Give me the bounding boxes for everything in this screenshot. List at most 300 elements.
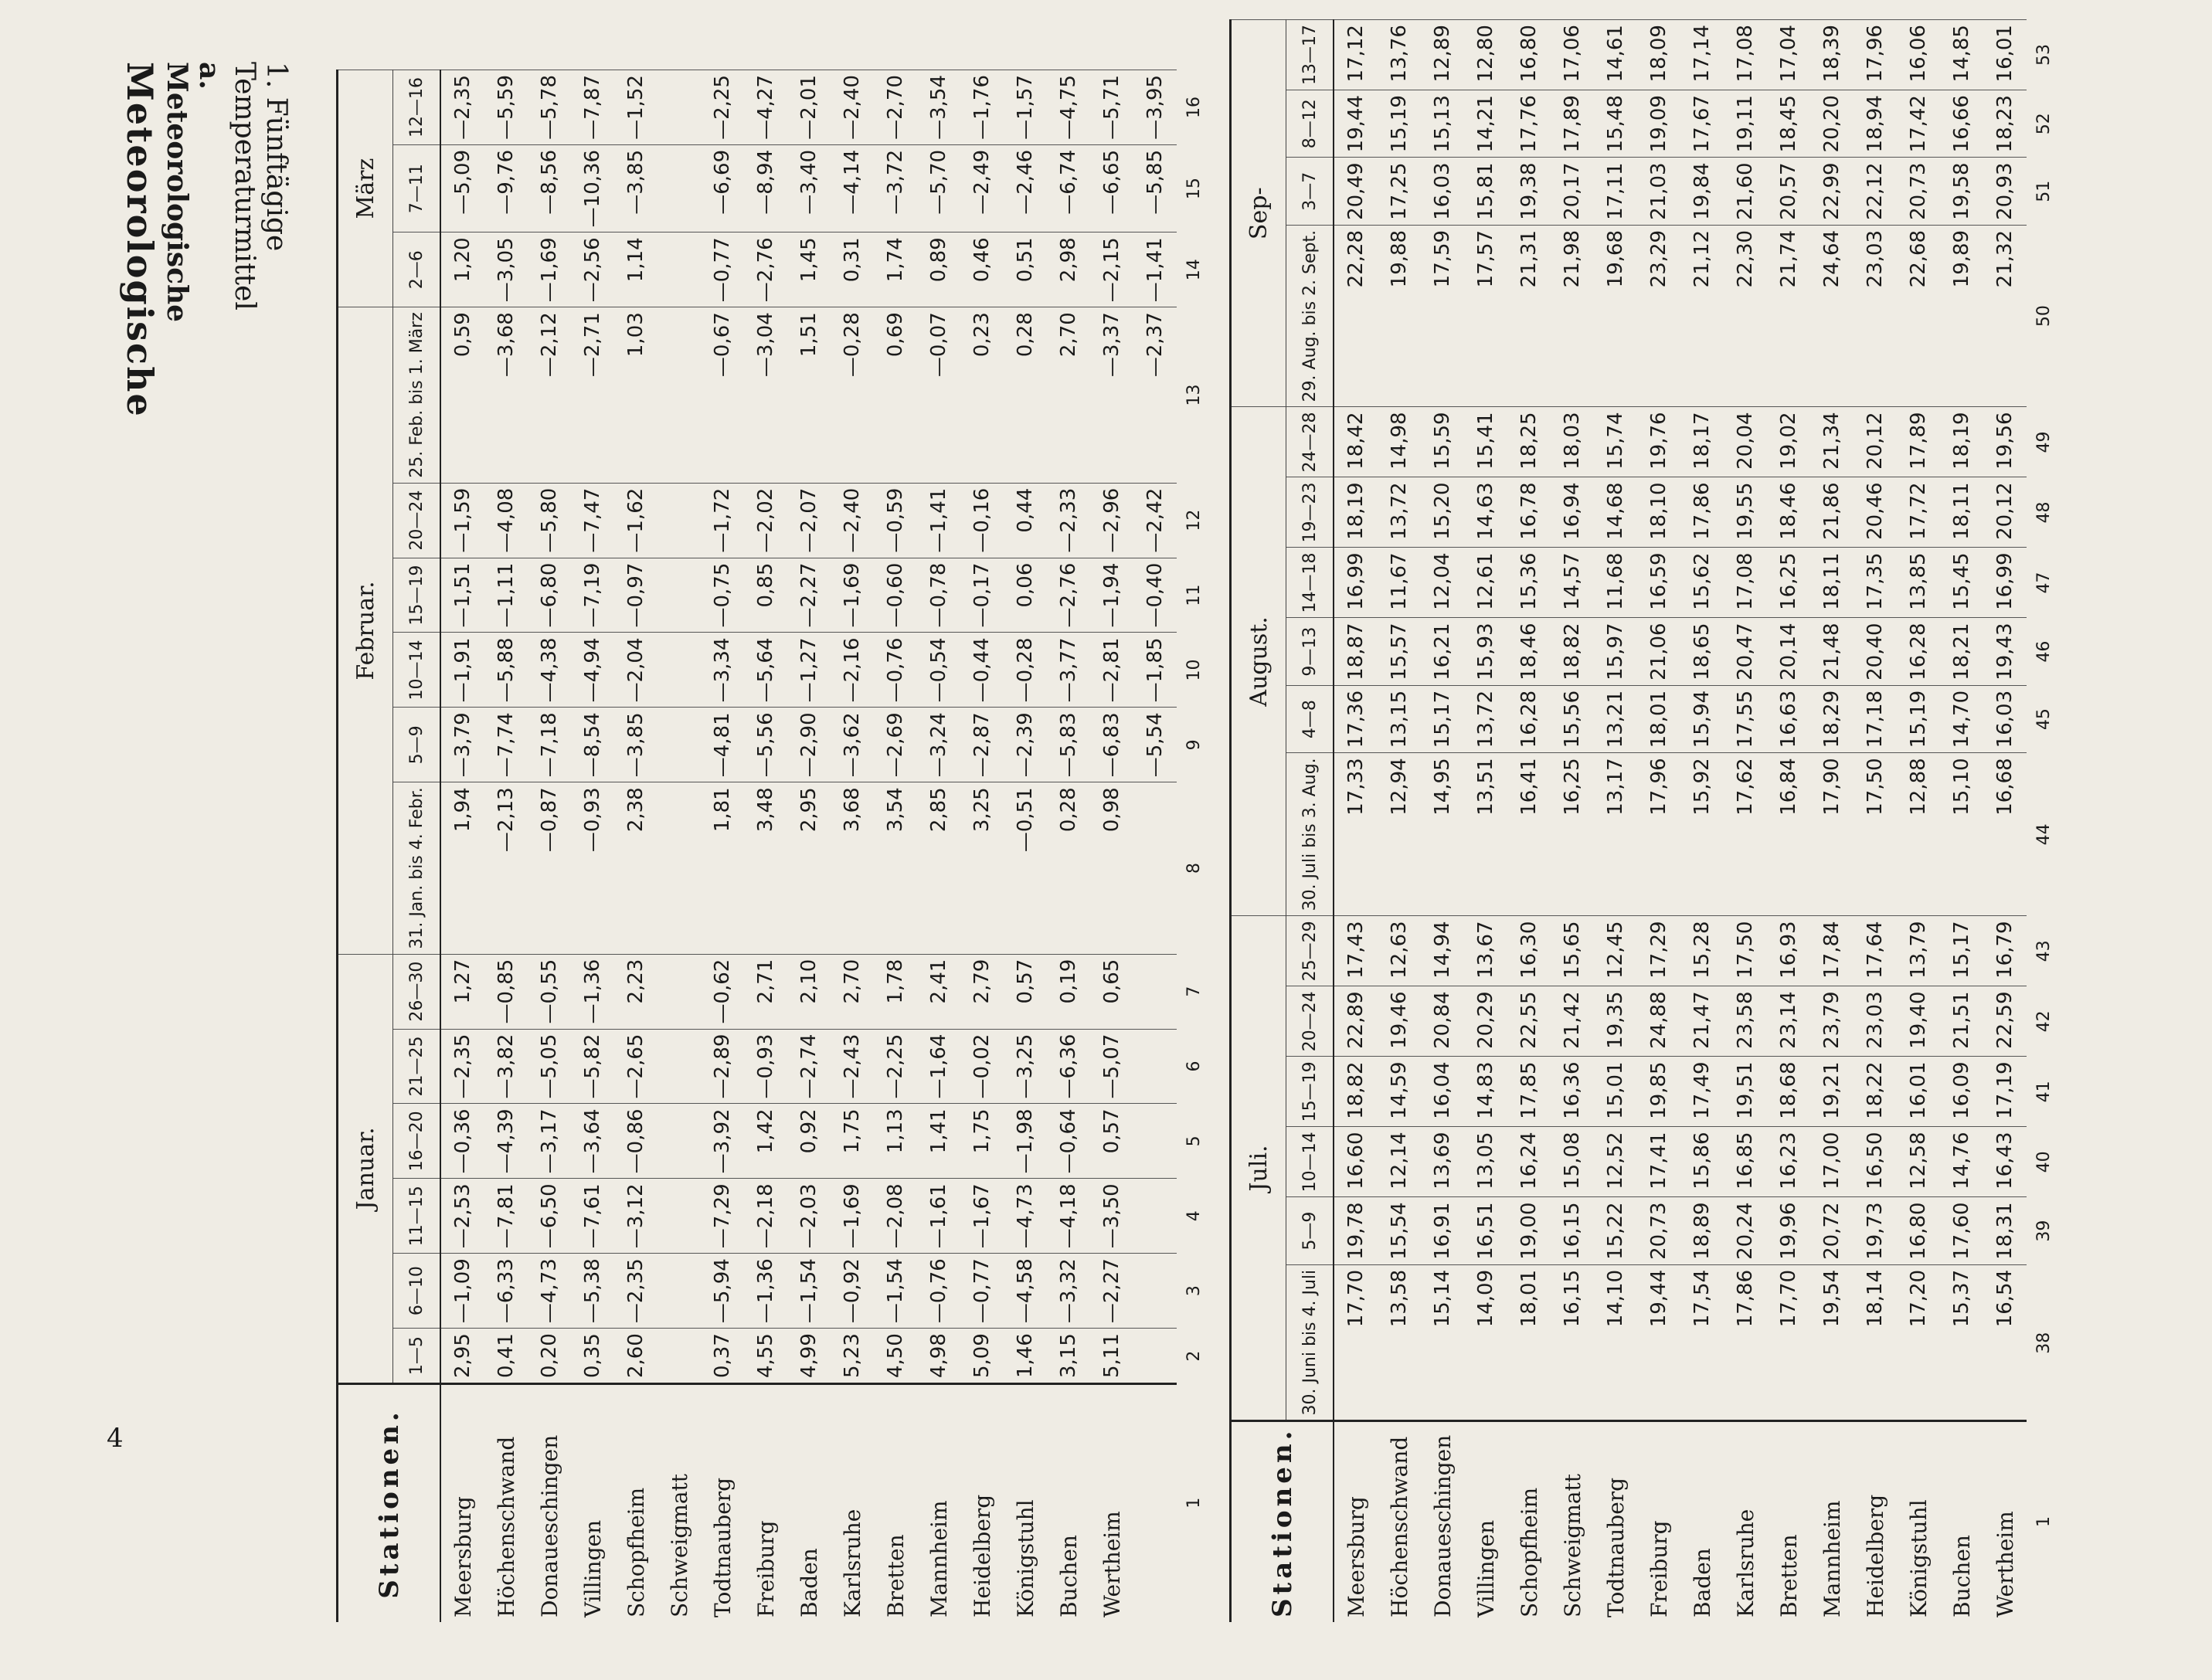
temperature-value: —2,08 xyxy=(874,1179,917,1254)
table-row xyxy=(1767,20,1810,1622)
temperature-value: —0,77 xyxy=(960,1254,1004,1329)
column-number: 6 xyxy=(1184,1061,1204,1072)
period-header: 11—15 xyxy=(393,1179,441,1254)
temperature-value: —2,18 xyxy=(744,1179,787,1254)
temperature-value: —2,46 xyxy=(1004,144,1047,232)
temperature-value: 3,15 xyxy=(1047,1329,1090,1384)
period-header: 3—7 xyxy=(1286,158,1334,225)
stations-header: Stationen. xyxy=(338,1384,441,1623)
temperature-value: 3,48 xyxy=(744,782,787,954)
temperature-value: 17,29 xyxy=(1637,916,1680,986)
temperature-value: 4,99 xyxy=(787,1329,831,1384)
temperature-value: —1,54 xyxy=(874,1254,917,1329)
temperature-value: —1,67 xyxy=(960,1179,1004,1254)
temperature-value: —2,03 xyxy=(787,1179,831,1254)
period-header: 31. Jan. bis 4. Febr. xyxy=(393,782,441,954)
temperature-value: —3,50 xyxy=(1090,1179,1133,1254)
period-header: 19—23 xyxy=(1286,477,1334,548)
temperature-value: —4,73 xyxy=(1004,1179,1047,1254)
temperature-value: —2,25 xyxy=(874,1029,917,1104)
temperature-value: 17,50 xyxy=(1724,916,1767,986)
temperature-value: 21,60 xyxy=(1724,158,1767,225)
temperature-value: 18,21 xyxy=(1940,618,1983,685)
table-row xyxy=(960,70,1004,1623)
temperature-value: —2,40 xyxy=(831,483,874,558)
temperature-value: 18,01 xyxy=(1507,1264,1551,1421)
temperature-value: 15,62 xyxy=(1680,548,1724,618)
column-number: 11 xyxy=(1184,584,1204,606)
temperature-value: 2,95 xyxy=(440,1329,484,1384)
temperature-value: 14,94 xyxy=(1421,916,1464,986)
column-number: 4 xyxy=(1184,1210,1204,1222)
temperature-value: 16,36 xyxy=(1551,1057,1594,1127)
temperature-value: 2,70 xyxy=(1047,307,1090,484)
temperature-value: 17,67 xyxy=(1680,90,1724,158)
temperature-value: —2,49 xyxy=(960,144,1004,232)
period-header: 24—28 xyxy=(1286,407,1334,477)
temperature-value: —3,17 xyxy=(528,1104,571,1179)
temperature-value: 17,35 xyxy=(1854,548,1897,618)
period-header: 29. Aug. bis 2. Sept. xyxy=(1286,225,1334,407)
temperature-value: 2,23 xyxy=(614,954,657,1029)
temperature-value: —0,02 xyxy=(960,1029,1004,1104)
temperature-value: —5,54 xyxy=(1133,708,1177,782)
temperature-value: 16,68 xyxy=(1983,753,2027,916)
temperature-value: 2,10 xyxy=(787,954,831,1029)
temperature-value: 15,08 xyxy=(1551,1127,1594,1197)
temperature-value: 21,86 xyxy=(1810,477,1854,548)
temperature-value: —6,50 xyxy=(528,1179,571,1254)
temperature-value: 1,46 xyxy=(1004,1329,1047,1384)
column-number: 15 xyxy=(1184,178,1204,200)
period-header: 15—19 xyxy=(1286,1057,1334,1127)
temperature-value: —3,64 xyxy=(571,1104,614,1179)
temperature-value: —1,98 xyxy=(1004,1104,1047,1179)
temperature-value: —2,13 xyxy=(484,782,528,954)
temperature-value: 12,52 xyxy=(1594,1127,1637,1197)
temperature-value: 17,86 xyxy=(1680,477,1724,548)
month-header: Januar. xyxy=(338,954,393,1383)
table-row xyxy=(440,70,484,1623)
temperature-value: —1,59 xyxy=(440,483,484,558)
period-header: 30. Juli bis 3. Aug. xyxy=(1286,753,1334,916)
temperature-value: 15,92 xyxy=(1680,753,1724,916)
temperature-value: 15,97 xyxy=(1594,618,1637,685)
table-row xyxy=(614,70,657,1623)
temperature-value: 23,29 xyxy=(1637,225,1680,407)
temperature-value: —2,12 xyxy=(528,307,571,484)
station-name: Wertheim xyxy=(1090,1384,1133,1623)
temperature-value: 17,85 xyxy=(1507,1057,1551,1127)
temperature-value: 16,25 xyxy=(1767,548,1810,618)
temperature-value: —0,97 xyxy=(614,558,657,633)
temperature-value: 19,78 xyxy=(1334,1197,1378,1264)
station-name: Bretten xyxy=(874,1384,917,1623)
temperature-value: 2,98 xyxy=(1047,232,1090,307)
table-row xyxy=(1421,20,1464,1622)
temperature-value: 2,41 xyxy=(917,954,960,1029)
temperature-value: —3,85 xyxy=(614,144,657,232)
temperature-value: —2,70 xyxy=(874,70,917,145)
temperature-value: —2,25 xyxy=(701,70,744,145)
station-name: Schopfheim xyxy=(614,1384,657,1623)
temperature-value: 21,31 xyxy=(1507,225,1551,407)
temperature-value: 17,70 xyxy=(1334,1264,1378,1421)
temperature-value: 12,80 xyxy=(1464,20,1507,90)
temperature-value: 14,57 xyxy=(1551,548,1594,618)
temperature-value: 20,73 xyxy=(1637,1197,1680,1264)
temperature-value: —7,18 xyxy=(528,708,571,782)
temperature-value: 15,28 xyxy=(1680,916,1724,986)
temperature-value: 18,94 xyxy=(1854,90,1897,158)
temperature-value: 19,46 xyxy=(1378,986,1421,1057)
temperature-value: 4,55 xyxy=(744,1329,787,1384)
temperature-value: —3,37 xyxy=(1090,307,1133,484)
temperature-value: 16,15 xyxy=(1551,1264,1594,1421)
period-header: 25—29 xyxy=(1286,916,1334,986)
temperature-value: 19,96 xyxy=(1767,1197,1810,1264)
temperature-value xyxy=(657,144,701,232)
period-header: 2—6 xyxy=(393,232,441,307)
column-number: 8 xyxy=(1184,862,1204,874)
temperature-value: 17,57 xyxy=(1464,225,1507,407)
temperature-value: 16,85 xyxy=(1724,1127,1767,1197)
temperature-value: 18,89 xyxy=(1680,1197,1724,1264)
temperature-value: 15,17 xyxy=(1940,916,1983,986)
temperature-value: 13,51 xyxy=(1464,753,1507,916)
temperature-value: 22,59 xyxy=(1983,986,2027,1057)
temperature-value: 17,36 xyxy=(1334,685,1378,752)
temperature-value: 0,69 xyxy=(874,307,917,484)
temperature-value: 19,00 xyxy=(1507,1197,1551,1264)
temperature-value: 16,09 xyxy=(1940,1057,1983,1127)
temperature-value: —2,37 xyxy=(1133,307,1177,484)
temperature-value: 19,54 xyxy=(1810,1264,1854,1421)
temperature-value: 16,23 xyxy=(1767,1127,1810,1197)
column-number: 16 xyxy=(1184,96,1204,118)
temperature-value: 14,83 xyxy=(1464,1057,1507,1127)
temperature-value: 21,98 xyxy=(1551,225,1594,407)
temperature-value: 16,03 xyxy=(1983,685,2027,752)
station-name: Freiburg xyxy=(744,1384,787,1623)
temperature-value: 19,11 xyxy=(1724,90,1767,158)
temperature-value: 19,88 xyxy=(1378,225,1421,407)
temperature-value: —2,27 xyxy=(1090,1254,1133,1329)
temperature-value: —2,71 xyxy=(571,307,614,484)
temperature-value: —5,07 xyxy=(1090,1029,1133,1104)
temperature-value: 18,25 xyxy=(1507,407,1551,477)
temperature-value: 2,70 xyxy=(831,954,874,1029)
temperature-value: 15,20 xyxy=(1421,477,1464,548)
temperature-value: 0,85 xyxy=(744,558,787,633)
station-name xyxy=(1133,1384,1177,1623)
temperature-value: 16,15 xyxy=(1551,1197,1594,1264)
column-number: 38 xyxy=(2034,1332,2054,1354)
temperature-value: 5,23 xyxy=(831,1329,874,1384)
station-name: Schopfheim xyxy=(1507,1421,1551,1622)
temperature-value: 19,89 xyxy=(1940,225,1983,407)
temperature-value: 20,24 xyxy=(1724,1197,1767,1264)
temperature-value: 18,10 xyxy=(1637,477,1680,548)
temperature-value: 18,87 xyxy=(1334,618,1378,685)
temperature-value: —2,07 xyxy=(787,483,831,558)
temperature-value: 18,65 xyxy=(1680,618,1724,685)
temperature-value: —0,77 xyxy=(701,232,744,307)
table-row xyxy=(1507,20,1551,1622)
temperature-value: —8,94 xyxy=(744,144,787,232)
column-number: 51 xyxy=(2034,180,2054,202)
temperature-value: —5,05 xyxy=(528,1029,571,1104)
temperature-value: 20,12 xyxy=(1854,407,1897,477)
temperature-value: 17,96 xyxy=(1854,20,1897,90)
temperature-value xyxy=(1133,782,1177,954)
temperature-value: —3,72 xyxy=(874,144,917,232)
temperature-value: 19,84 xyxy=(1680,158,1724,225)
temperature-value: —3,34 xyxy=(701,633,744,708)
temperature-value: 17,06 xyxy=(1551,20,1594,90)
temperature-value: 20,20 xyxy=(1810,90,1854,158)
column-number: 1 xyxy=(1184,1497,1204,1509)
temperature-value: —2,53 xyxy=(440,1179,484,1254)
temperature-value: 0,23 xyxy=(960,307,1004,484)
temperature-value: —2,81 xyxy=(1090,633,1133,708)
temperature-value: 18,82 xyxy=(1551,618,1594,685)
temperature-value: 17,11 xyxy=(1594,158,1637,225)
temperature-value: 14,09 xyxy=(1464,1264,1507,1421)
temperature-value: 17,20 xyxy=(1897,1264,1940,1421)
temperature-value: —2,56 xyxy=(571,232,614,307)
temperature-value: —0,64 xyxy=(1047,1104,1090,1179)
temperature-value: 24,88 xyxy=(1637,986,1680,1057)
temperature-value: 12,63 xyxy=(1378,916,1421,986)
temperature-value: —5,64 xyxy=(744,633,787,708)
temperature-value: 14,68 xyxy=(1594,477,1637,548)
temperature-value: —2,40 xyxy=(831,70,874,145)
temperature-value: 17,96 xyxy=(1637,753,1680,916)
temperature-value: —10,36 xyxy=(571,144,614,232)
temperature-value: —2,02 xyxy=(744,483,787,558)
month-header: Februar. xyxy=(338,307,393,954)
temperature-value: —4,18 xyxy=(1047,1179,1090,1254)
temperature-value: 0,35 xyxy=(571,1329,614,1384)
temperature-value: —0,76 xyxy=(874,633,917,708)
temperature-value: 15,86 xyxy=(1680,1127,1724,1197)
temperature-value: —7,87 xyxy=(571,70,614,145)
temperature-value: —9,76 xyxy=(484,144,528,232)
temperature-value: 13,17 xyxy=(1594,753,1637,916)
temperature-value: 17,54 xyxy=(1680,1264,1724,1421)
temperature-value: 11,67 xyxy=(1378,548,1421,618)
station-name: Bretten xyxy=(1767,1421,1810,1622)
period-header: 5—9 xyxy=(393,708,441,782)
temperature-value: 12,89 xyxy=(1421,20,1464,90)
temperature-value: 15,94 xyxy=(1680,685,1724,752)
temperature-value: —0,55 xyxy=(528,954,571,1029)
temperature-value: 16,99 xyxy=(1334,548,1378,618)
period-header: 21—25 xyxy=(393,1029,441,1104)
rotated-tables xyxy=(336,25,2054,1622)
station-name: Donaueschingen xyxy=(528,1384,571,1623)
station-name: Schweigmatt xyxy=(657,1384,701,1623)
temperature-value: 12,58 xyxy=(1897,1127,1940,1197)
temperature-value: 13,85 xyxy=(1897,548,1940,618)
temperature-value: —2,87 xyxy=(960,708,1004,782)
temperature-value: —0,28 xyxy=(831,307,874,484)
temperature-value: 17,55 xyxy=(1724,685,1767,752)
temperature-value: 18,39 xyxy=(1810,20,1854,90)
temperature-value: 15,81 xyxy=(1464,158,1507,225)
period-header: 14—18 xyxy=(1286,548,1334,618)
temperature-value xyxy=(657,633,701,708)
period-header: 4—8 xyxy=(1286,685,1334,752)
temperature-value: 13,58 xyxy=(1378,1264,1421,1421)
temperature-value: 1,42 xyxy=(744,1104,787,1179)
temperature-value: 15,45 xyxy=(1940,548,1983,618)
period-header: 7—11 xyxy=(393,144,441,232)
temperature-value: 3,68 xyxy=(831,782,874,954)
temperature-value: 13,67 xyxy=(1464,916,1507,986)
period-header: 9—13 xyxy=(1286,618,1334,685)
temperature-value: —1,36 xyxy=(744,1254,787,1329)
table-row xyxy=(1004,70,1047,1623)
temperature-value: 0,06 xyxy=(1004,558,1047,633)
temperature-value: 19,68 xyxy=(1594,225,1637,407)
temperature-value: —3,85 xyxy=(614,708,657,782)
temperature-value: —2,27 xyxy=(787,558,831,633)
temperature-value: 1,45 xyxy=(787,232,831,307)
temperature-value: 0,65 xyxy=(1090,954,1133,1029)
temperature-value: 16,24 xyxy=(1507,1127,1551,1197)
temperature-value: 21,03 xyxy=(1637,158,1680,225)
temperature-value: 18,11 xyxy=(1810,548,1854,618)
heading-sub: a. Meteorologische xyxy=(161,62,226,323)
temperature-value xyxy=(657,558,701,633)
temperature-value: 17,62 xyxy=(1724,753,1767,916)
temperature-value: 0,37 xyxy=(701,1329,744,1384)
temperature-value: —3,32 xyxy=(1047,1254,1090,1329)
temperature-value: 13,72 xyxy=(1378,477,1421,548)
temperature-value: 22,12 xyxy=(1854,158,1897,225)
temperature-value: —0,16 xyxy=(960,483,1004,558)
temperature-table-summer xyxy=(1229,19,2061,1622)
temperature-value: 0,57 xyxy=(1004,954,1047,1029)
temperature-value: 0,57 xyxy=(1090,1104,1133,1179)
temperature-value: —1,51 xyxy=(440,558,484,633)
column-number: 39 xyxy=(2034,1220,2054,1242)
station-name: Freiburg xyxy=(1637,1421,1680,1622)
temperature-value: 0,28 xyxy=(1047,782,1090,954)
temperature-value: —4,73 xyxy=(528,1254,571,1329)
temperature-value: 17,08 xyxy=(1724,548,1767,618)
temperature-value: —2,16 xyxy=(831,633,874,708)
table-row xyxy=(1334,20,1378,1622)
temperature-value: —2,35 xyxy=(614,1254,657,1329)
temperature-value: 14,95 xyxy=(1421,753,1464,916)
column-number: 50 xyxy=(2034,305,2054,328)
temperature-value: 16,04 xyxy=(1421,1057,1464,1127)
temperature-value: —4,27 xyxy=(744,70,787,145)
table-row xyxy=(1680,20,1724,1622)
temperature-value: 0,92 xyxy=(787,1104,831,1179)
station-name: Heidelberg xyxy=(1854,1421,1897,1622)
temperature-value xyxy=(657,1029,701,1104)
temperature-value: 19,55 xyxy=(1724,477,1767,548)
table-row xyxy=(528,70,571,1623)
column-number: 44 xyxy=(2034,823,2054,846)
temperature-value xyxy=(657,483,701,558)
table-row xyxy=(571,70,614,1623)
temperature-value: 20,17 xyxy=(1551,158,1594,225)
temperature-value: 15,56 xyxy=(1551,685,1594,752)
temperature-value: 16,93 xyxy=(1767,916,1810,986)
temperature-value: 16,25 xyxy=(1551,753,1594,916)
temperature-value: 23,79 xyxy=(1810,986,1854,1057)
temperature-value: —3,82 xyxy=(484,1029,528,1104)
temperature-value: —0,07 xyxy=(917,307,960,484)
temperature-value: 16,94 xyxy=(1551,477,1594,548)
temperature-value: 15,54 xyxy=(1378,1197,1421,1264)
temperature-value: —0,62 xyxy=(701,954,744,1029)
temperature-value: 17,50 xyxy=(1854,753,1897,916)
temperature-value: 4,50 xyxy=(874,1329,917,1384)
temperature-value: 17,72 xyxy=(1897,477,1940,548)
temperature-value: 19,58 xyxy=(1940,158,1983,225)
temperature-value: 2,95 xyxy=(787,782,831,954)
station-name: Königstuhl xyxy=(1004,1384,1047,1623)
table-row xyxy=(1090,70,1133,1623)
month-header: Sep- xyxy=(1231,20,1286,407)
temperature-value: 13,21 xyxy=(1594,685,1637,752)
temperature-value: 15,59 xyxy=(1421,407,1464,477)
temperature-value: —5,83 xyxy=(1047,708,1090,782)
temperature-value: —3,62 xyxy=(831,708,874,782)
temperature-value: 1,27 xyxy=(440,954,484,1029)
temperature-value: 0,20 xyxy=(528,1329,571,1384)
temperature-value: 2,79 xyxy=(960,954,1004,1029)
temperature-value: 15,13 xyxy=(1421,90,1464,158)
temperature-value: 16,30 xyxy=(1507,916,1551,986)
temperature-value: —2,65 xyxy=(614,1029,657,1104)
temperature-value: —1,61 xyxy=(917,1179,960,1254)
temperature-value: 18,82 xyxy=(1334,1057,1378,1127)
temperature-value: 1,14 xyxy=(614,232,657,307)
temperature-value: —5,09 xyxy=(440,144,484,232)
column-number: 5 xyxy=(1184,1135,1204,1147)
temperature-value: —2,90 xyxy=(787,708,831,782)
temperature-value: 0,19 xyxy=(1047,954,1090,1029)
temperature-value: —0,59 xyxy=(874,483,917,558)
table-row xyxy=(1983,20,2027,1622)
temperature-value: 20,14 xyxy=(1767,618,1810,685)
temperature-value: 13,15 xyxy=(1378,685,1421,752)
temperature-value: —0,36 xyxy=(440,1104,484,1179)
temperature-value: 22,55 xyxy=(1507,986,1551,1057)
temperature-value: —6,74 xyxy=(1047,144,1090,232)
station-name: Todtnauberg xyxy=(701,1384,744,1623)
temperature-value: 21,48 xyxy=(1810,618,1854,685)
temperature-value: 1,20 xyxy=(440,232,484,307)
column-number: 12 xyxy=(1184,509,1204,531)
temperature-value: 24,64 xyxy=(1810,225,1854,407)
temperature-value: 15,65 xyxy=(1551,916,1594,986)
period-header: 20—24 xyxy=(1286,986,1334,1057)
temperature-value: —0,76 xyxy=(917,1254,960,1329)
temperature-value: 14,70 xyxy=(1940,685,1983,752)
temperature-value: 17,42 xyxy=(1897,90,1940,158)
stations-header: Stationen. xyxy=(1231,1421,1334,1622)
temperature-value: 20,04 xyxy=(1724,407,1767,477)
temperature-value: 17,70 xyxy=(1767,1264,1810,1421)
